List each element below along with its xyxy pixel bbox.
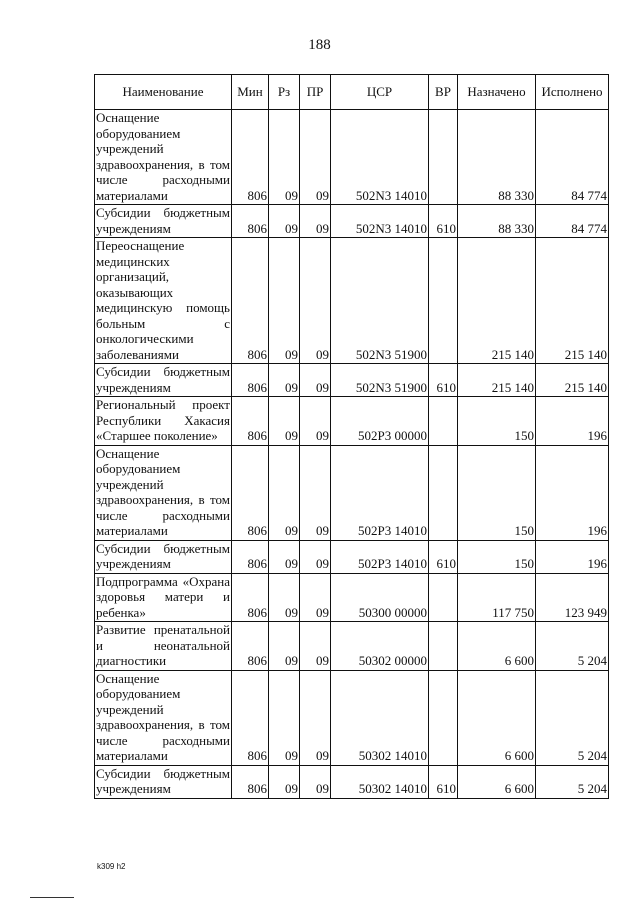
cell-min: 806 [232, 670, 269, 765]
cell-vr: 610 [429, 364, 458, 397]
cell-csr: 50302 00000 [331, 622, 429, 671]
cell-pr: 09 [300, 110, 331, 205]
cell-executed: 196 [536, 540, 609, 573]
cell-pr: 09 [300, 573, 331, 622]
cell-name: Субсидии бюджетным учреждениям [96, 364, 230, 395]
table-row [95, 622, 609, 671]
cell-vr [429, 397, 458, 446]
cell-vr [429, 445, 458, 540]
cell-csr: 502P3 14010 [331, 445, 429, 540]
cell-rz: 09 [269, 364, 300, 397]
header-vr: ВР [429, 75, 458, 110]
cell-csr: 50302 14010 [331, 670, 429, 765]
cell-csr: 502N3 14010 [331, 205, 429, 238]
cell-rz: 09 [269, 397, 300, 446]
cell-pr: 09 [300, 238, 331, 364]
header-name: Наименование [95, 75, 232, 110]
cell-assigned: 117 750 [458, 573, 536, 622]
cell-min: 806 [232, 540, 269, 573]
table-row [95, 765, 609, 798]
cell-csr: 502N3 14010 [331, 110, 429, 205]
table-row [95, 573, 609, 622]
cell-assigned: 215 140 [458, 364, 536, 397]
cell-csr: 50300 00000 [331, 573, 429, 622]
table-row [95, 364, 609, 397]
cell-rz: 09 [269, 573, 300, 622]
cell-min: 806 [232, 445, 269, 540]
table-row [95, 205, 609, 238]
cell-vr [429, 110, 458, 205]
cell-assigned: 6 600 [458, 670, 536, 765]
cell-min: 806 [232, 765, 269, 798]
cell-assigned: 88 330 [458, 205, 536, 238]
cell-name: Подпрограмма «Охрана здоровья матери и ребенка» [96, 573, 230, 620]
cell-rz: 09 [269, 238, 300, 364]
cell-vr: 610 [429, 540, 458, 573]
cell-executed: 196 [536, 445, 609, 540]
cell-min: 806 [232, 573, 269, 622]
cell-assigned: 150 [458, 445, 536, 540]
cell-vr [429, 238, 458, 364]
header-rz: Рз [269, 75, 300, 110]
cell-executed: 215 140 [536, 364, 609, 397]
cell-min: 806 [232, 622, 269, 671]
cell-pr: 09 [300, 397, 331, 446]
cell-csr: 502N3 51900 [331, 364, 429, 397]
cell-rz: 09 [269, 110, 300, 205]
cell-assigned: 150 [458, 397, 536, 446]
cell-vr: 610 [429, 205, 458, 238]
cell-csr: 502P3 00000 [331, 397, 429, 446]
cell-rz: 09 [269, 540, 300, 573]
table-header-row [95, 75, 609, 110]
cell-pr: 09 [300, 445, 331, 540]
cell-pr: 09 [300, 765, 331, 798]
table-row [95, 670, 609, 765]
header-assigned: Назначено [458, 75, 536, 110]
cell-executed: 84 774 [536, 110, 609, 205]
page-number: 188 [308, 37, 331, 53]
cell-assigned: 215 140 [458, 238, 536, 364]
cell-vr [429, 622, 458, 671]
cell-min: 806 [232, 205, 269, 238]
cell-name: Субсидии бюджетным учреждениям [96, 205, 230, 236]
cell-csr: 502N3 51900 [331, 238, 429, 364]
cell-executed: 215 140 [536, 238, 609, 364]
cell-rz: 09 [269, 205, 300, 238]
footer-rule [30, 897, 74, 898]
table-row [95, 540, 609, 573]
table-row [95, 445, 609, 540]
cell-executed: 5 204 [536, 622, 609, 671]
cell-min: 806 [232, 238, 269, 364]
cell-csr: 50302 14010 [331, 765, 429, 798]
cell-name: Оснащение оборудованием учреждений здравоохранения, в том числе расходными материалами [96, 670, 230, 763]
cell-vr: 610 [429, 765, 458, 798]
table-body [95, 110, 609, 799]
cell-vr [429, 573, 458, 622]
header-executed: Исполнено [536, 75, 609, 110]
cell-name: Региональный проект Республики Хакасия «Старшее поколение» [96, 397, 230, 443]
cell-min: 806 [232, 397, 269, 446]
cell-pr: 09 [300, 364, 331, 397]
cell-pr: 09 [300, 540, 331, 573]
cell-pr: 09 [300, 670, 331, 765]
cell-executed: 5 204 [536, 765, 609, 798]
cell-executed: 5 204 [536, 670, 609, 765]
cell-name: Субсидии бюджетным учреждениям [96, 540, 230, 571]
cell-name: Субсидии бюджетным учреждениям [96, 765, 230, 796]
cell-min: 806 [232, 110, 269, 205]
budget-table [94, 74, 609, 799]
cell-rz: 09 [269, 765, 300, 798]
table-row [95, 110, 609, 205]
table-row [95, 397, 609, 446]
cell-pr: 09 [300, 205, 331, 238]
cell-assigned: 6 600 [458, 765, 536, 798]
cell-executed: 84 774 [536, 205, 609, 238]
cell-rz: 09 [269, 670, 300, 765]
cell-assigned: 88 330 [458, 110, 536, 205]
header-pr: ПР [300, 75, 331, 110]
cell-vr [429, 670, 458, 765]
footer-code: k309 h2 [97, 862, 126, 871]
table-row [95, 238, 609, 364]
cell-name: Оснащение оборудованием учреждений здравоохранения, в том числе расходными материалами [96, 110, 230, 203]
cell-executed: 123 949 [536, 573, 609, 622]
cell-executed: 196 [536, 397, 609, 446]
cell-assigned: 6 600 [458, 622, 536, 671]
cell-name: Развитие пренатальной и неонатальной диагностики [96, 622, 230, 668]
cell-name: Оснащение оборудованием учреждений здравоохранения, в том числе расходными материалами [96, 445, 230, 538]
cell-rz: 09 [269, 622, 300, 671]
cell-csr: 502P3 14010 [331, 540, 429, 573]
cell-pr: 09 [300, 622, 331, 671]
cell-assigned: 150 [458, 540, 536, 573]
cell-rz: 09 [269, 445, 300, 540]
header-csr: ЦСР [331, 75, 429, 110]
cell-name: Переоснащение медицинских организаций, оказывающих медицинскую помощь больным с онкологическими заболеваниями [96, 238, 230, 362]
cell-min: 806 [232, 364, 269, 397]
header-min: Мин [232, 75, 269, 110]
